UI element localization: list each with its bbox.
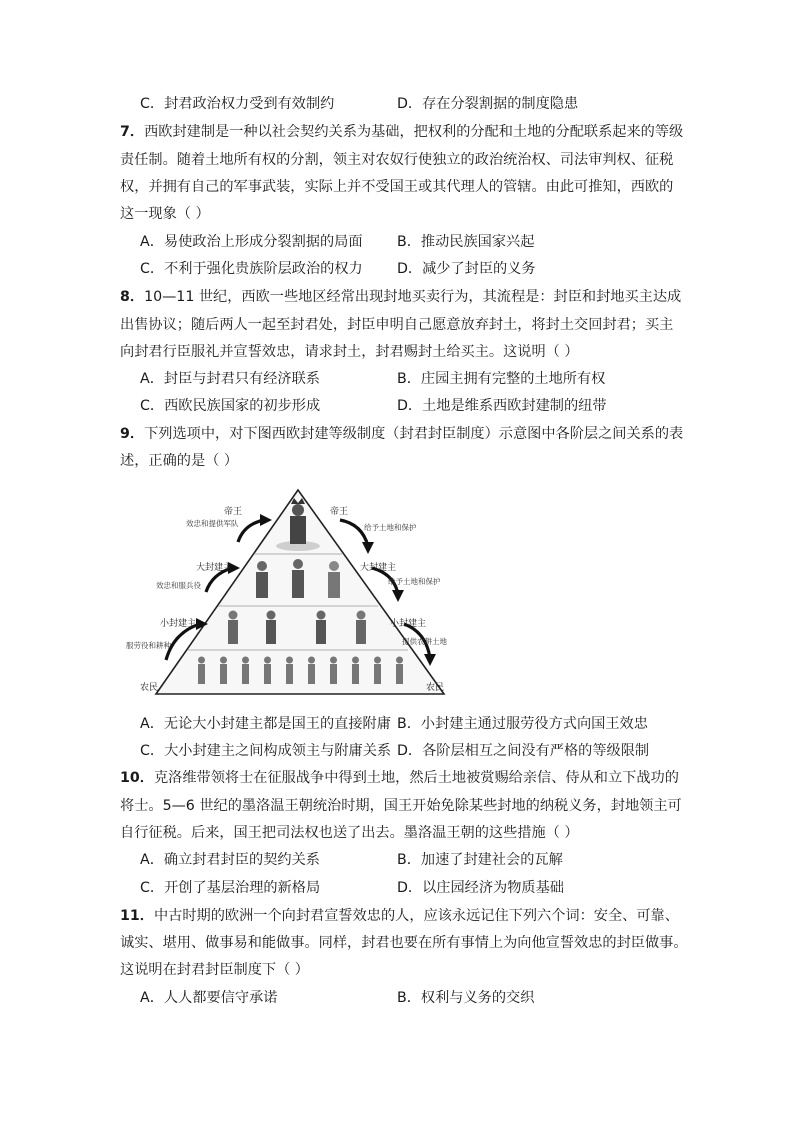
- q10-option-a: A．确立封君封臣的契约关系: [140, 852, 320, 868]
- q9-number: 9．: [120, 426, 145, 442]
- q8-option-a: A．封臣与封君只有经济联系: [140, 371, 320, 387]
- caption-right-arrow-1: 给予土地和保护: [364, 523, 417, 532]
- q7-text-1: 西欧封建制是一种以社会契约关系为基础，把权利的分配和土地的分配联系起来的等级: [144, 124, 684, 140]
- q8-stem-line-1: [120, 287, 700, 307]
- q11-number: 11．: [120, 908, 154, 924]
- caption-left-arrow-1: 效忠和提供军队: [186, 519, 239, 528]
- caption-left-arrow-2: 效忠和服兵役: [156, 581, 201, 590]
- q8-option-b: B．庄园主拥有完整的土地所有权: [397, 371, 606, 387]
- q9-stem-line-2: 述，正确的是（ ）: [120, 453, 239, 469]
- q7-option-c: C．不利于强化贵族阶层政治的权力: [140, 261, 363, 277]
- q9-option-c: C．大小封建主之间构成领主与附庸关系: [140, 743, 392, 759]
- label-right-great-lord: 大封建主: [360, 563, 397, 573]
- q11-option-b: B．权利与义务的交织: [397, 990, 535, 1006]
- q6-option-c: C．封君政治权力受到有效制约: [140, 96, 335, 112]
- q8-stem-line-3: 向封君行臣服礼并宣誓效忠，请求封土，封君赐封土给买主。这说明（ ）: [120, 344, 579, 360]
- q10-stem-line-1: [120, 768, 700, 788]
- q8-option-c: C．西欧民族国家的初步形成: [140, 398, 321, 414]
- q9-option-d: D．各阶层相互之间没有严格的等级限制: [397, 743, 650, 759]
- q8-option-d: D．土地是维系西欧封建制的纽带: [397, 398, 607, 414]
- label-left-peasant: 农民: [140, 683, 159, 693]
- q10-text-1: 克洛维带领将士在征服战争中得到土地，然后土地被赏赐给亲信、侍从和立下战功的: [153, 770, 679, 786]
- q6-option-d: D．存在分裂割据的制度隐患: [397, 96, 579, 112]
- caption-left-arrow-3: 服劳役和耕种: [126, 641, 171, 650]
- label-right-peasant: 农民: [426, 683, 445, 693]
- q9-stem-line-1: [120, 424, 700, 444]
- label-right-king: 帝王: [330, 507, 349, 517]
- feudal-pyramid-svg: [126, 484, 456, 699]
- q8-stem-line-2: 出售协议；随后两人一起至封君处，封臣申明自己愿意放弃封土，将封土交回封君；买主: [120, 317, 674, 333]
- q11-text-1: 中古时期的欧洲一个向封君宣誓效忠的人，应该永远记住下列六个词：安全、可靠、: [153, 908, 679, 924]
- q10-number: 10．: [120, 770, 154, 786]
- q10-option-d: D．以庄园经济为物质基础: [397, 880, 564, 896]
- q11-stem-line-2: 诚实、堪用、做事易和能做事。同样，封君也要在所有事情上为向他宣誓效忠的封臣做事。: [120, 935, 688, 951]
- feudal-hierarchy-figure: [126, 484, 456, 699]
- label-left-small-lord: 小封建主: [160, 619, 197, 629]
- label-left-great-lord: 大封建主: [196, 563, 233, 573]
- q7-stem-line-3: 权，并拥有自己的军事武装，实际上并不受国王或其代理人的管辖。由此可推知，西欧的: [120, 179, 674, 195]
- q8-text-1: 10—11 世纪，西欧一些地区经常出现封地买卖行为，其流程是：封臣和封地买主达成: [144, 289, 682, 305]
- q7-number: 7．: [120, 124, 145, 140]
- q11-option-a: A．人人都要信守承诺: [140, 990, 278, 1006]
- q7-stem-line-1: [120, 122, 700, 142]
- q11-stem-line-1: [120, 906, 700, 926]
- q10-stem-line-2: 将士。5—6 世纪的墨洛温王朝统治时期，国王开始免除某些封地的纳税义务，封地领主可: [120, 798, 682, 814]
- q11-stem-line-3: 这说明在封君封臣制度下（ ）: [120, 962, 309, 978]
- q7-stem-line-2: 责任制。随着土地所有权的分割，领主对农奴行使独立的政治统治权、司法审判权、征税: [120, 152, 674, 168]
- label-left-king: 帝王: [224, 507, 243, 517]
- caption-right-arrow-2: 给予土地和保护: [388, 577, 441, 586]
- q9-option-a: A．无论大小封建主都是国王的直接附庸: [140, 716, 391, 732]
- q8-number: 8．: [120, 289, 145, 305]
- q7-option-d: D．减少了封臣的义务: [397, 261, 536, 277]
- q7-option-b: B．推动民族国家兴起: [397, 234, 535, 250]
- label-right-small-lord: 小封建主: [390, 619, 427, 629]
- q7-stem-line-4: 这一现象（ ）: [120, 206, 210, 222]
- q10-option-b: B．加速了封建社会的瓦解: [397, 852, 563, 868]
- q10-stem-line-3: 自行征税。后来，国王把司法权也送了出去。墨洛温王朝的这些措施（ ）: [120, 825, 579, 841]
- caption-right-arrow-3: 提供农耕土地: [402, 637, 447, 646]
- q10-option-c: C．开创了基层治理的新格局: [140, 880, 321, 896]
- q7-option-a: A．易使政治上形成分裂割据的局面: [140, 234, 363, 250]
- q9-text-1: 下列选项中，对下图西欧封建等级制度（封君封臣制度）示意图中各阶层之间关系的表: [144, 426, 684, 442]
- q9-option-b: B．小封建主通过服劳役方式向国王效忠: [397, 716, 648, 732]
